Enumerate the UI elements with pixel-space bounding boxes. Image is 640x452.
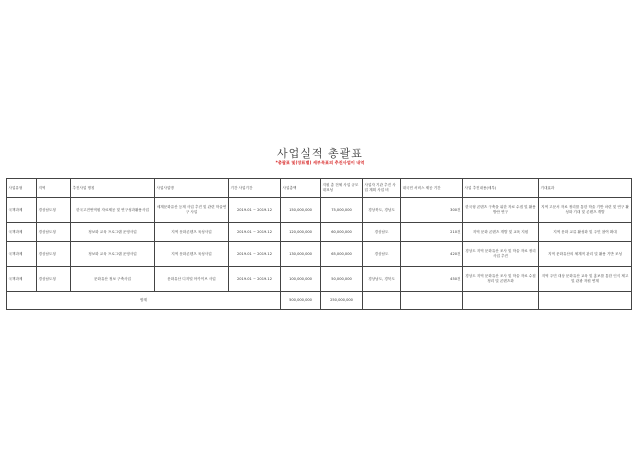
table-row — [7, 223, 632, 242]
header-cell: 사업자 기관 추진 사업 계획 사업 비 — [363, 179, 401, 198]
table-cell: 100,000,000 — [281, 267, 321, 292]
table-cell: 경상남도, 경북도 — [363, 267, 401, 292]
total-row — [7, 292, 632, 310]
table-cell: 정보화 교육 프로그램 운영사업 — [71, 242, 155, 267]
table-header-row — [7, 179, 632, 198]
table-cell: 한국고전번역원 자료제공 및 연구성과활용사업 — [71, 198, 155, 223]
header-cell: 기간 사업기간 — [229, 179, 281, 198]
table-cell: 60,000,000 — [321, 223, 363, 242]
total-support: 250,000,000 — [321, 292, 363, 310]
table-cell — [401, 292, 463, 310]
summary-table — [6, 178, 632, 310]
table-cell: 120,000,000 — [281, 223, 321, 242]
header-cell: 사업사업명 — [155, 179, 229, 198]
table-cell: 75,000,000 — [321, 198, 363, 223]
table-cell: 한국형 콘텐츠 구축을 위한 자료 수집 및 활용 방안 연구 — [463, 198, 539, 223]
total-amount: 500,000,000 — [281, 292, 321, 310]
table-row — [7, 198, 632, 223]
total-label: 합계 — [7, 292, 281, 310]
table-cell: 문화유산 디지털 아카이브 사업 — [155, 267, 229, 292]
table-cell: 130,000,000 — [281, 242, 321, 267]
table-row — [7, 267, 632, 292]
header-cell: 기대효과 — [539, 179, 632, 198]
header-cell: 추진사업 명칭 — [71, 179, 155, 198]
table-cell: 문화유산 정보 구축사업 — [71, 267, 155, 292]
table-cell: 210건 — [401, 223, 463, 242]
header-cell: 대국민 서비스 제공 기간 — [401, 179, 463, 198]
table-cell: 150,000,000 — [281, 198, 321, 223]
table-cell: 지역 문화 교류 활성화 및 주민 참여 확대 — [539, 223, 632, 242]
table-cell: 420건 — [401, 242, 463, 267]
table-cell: 경상남도청 — [37, 267, 71, 292]
table-cell: 경상남도청 — [37, 242, 71, 267]
table-cell: 지역 고문서 자료 정리를 통한 학술 기반 마련 및 연구 활성화 기대 및 콘텐츠 개발 — [539, 198, 632, 223]
table-cell: 국책과제 — [7, 242, 37, 267]
table-cell — [363, 292, 401, 310]
table-cell: 국책과제 — [7, 198, 37, 223]
table-cell: 지역 문화유산의 체계적 관리 및 활용 기반 조성 — [539, 242, 632, 267]
table-cell: 경상북도, 경남도 — [363, 198, 401, 223]
header-cell: 사업유형 — [7, 179, 37, 198]
table-cell — [539, 292, 632, 310]
table-cell: 경상도 지역 문화유산 조사 및 학술 자료 수집 정리 및 콘텐츠화 — [463, 267, 539, 292]
table-cell: 정보화 교육 프로그램 운영사업 — [71, 223, 155, 242]
table-cell: 지역 문화콘텐츠 육성사업 — [155, 242, 229, 267]
table-cell: 450건 — [401, 267, 463, 292]
table-cell: 국책과제 — [7, 267, 37, 292]
table-cell: 경상도 지역 문화유산 조사 및 학술 자료 정리 사업 추진 — [463, 242, 539, 267]
table-cell — [463, 292, 539, 310]
table-cell: 2019.01 ~ 2019.12 — [229, 242, 281, 267]
header-cell: 지역 — [37, 179, 71, 198]
header-cell: 사업 추진내용(세부) — [463, 179, 539, 198]
table-cell: 세계문화유산 등재 사업 추진 및 관련 학술연구 사업 — [155, 198, 229, 223]
table-cell: 65,000,000 — [321, 242, 363, 267]
document-title: 사업실적 총괄표 — [277, 147, 363, 160]
table-cell: 경상남도 — [363, 242, 401, 267]
table-cell: 경상남도 — [363, 223, 401, 242]
table-cell: 2019.01 ~ 2019.12 — [229, 267, 281, 292]
table-cell: 지역 문화 콘텐츠 개발 및 교육 지원 — [463, 223, 539, 242]
table-row — [7, 242, 632, 267]
header-cell: 지원 총 전체 사업 규모 대표성 — [321, 179, 363, 198]
table-cell: 300건 — [401, 198, 463, 223]
header-cell: 사업총액 — [281, 179, 321, 198]
table-cell: 지역 문화콘텐츠 육성사업 — [155, 223, 229, 242]
table-cell: 2019.01 ~ 2019.12 — [229, 223, 281, 242]
table-cell: 경상남도청 — [37, 198, 71, 223]
table-cell: 50,000,000 — [321, 267, 363, 292]
table-cell: 2019.01 ~ 2019.12 — [229, 198, 281, 223]
table-cell: 지역 주민 대상 문화유산 교육 및 홍보를 통한 인식 제고 및 관광 자원 연계 — [539, 267, 632, 292]
table-cell: 경상남도청 — [37, 223, 71, 242]
document-subtitle: *총괄표 및(장표별) 세부목표의 추진사업이 내역 — [275, 160, 365, 165]
table-cell: 국책과제 — [7, 223, 37, 242]
